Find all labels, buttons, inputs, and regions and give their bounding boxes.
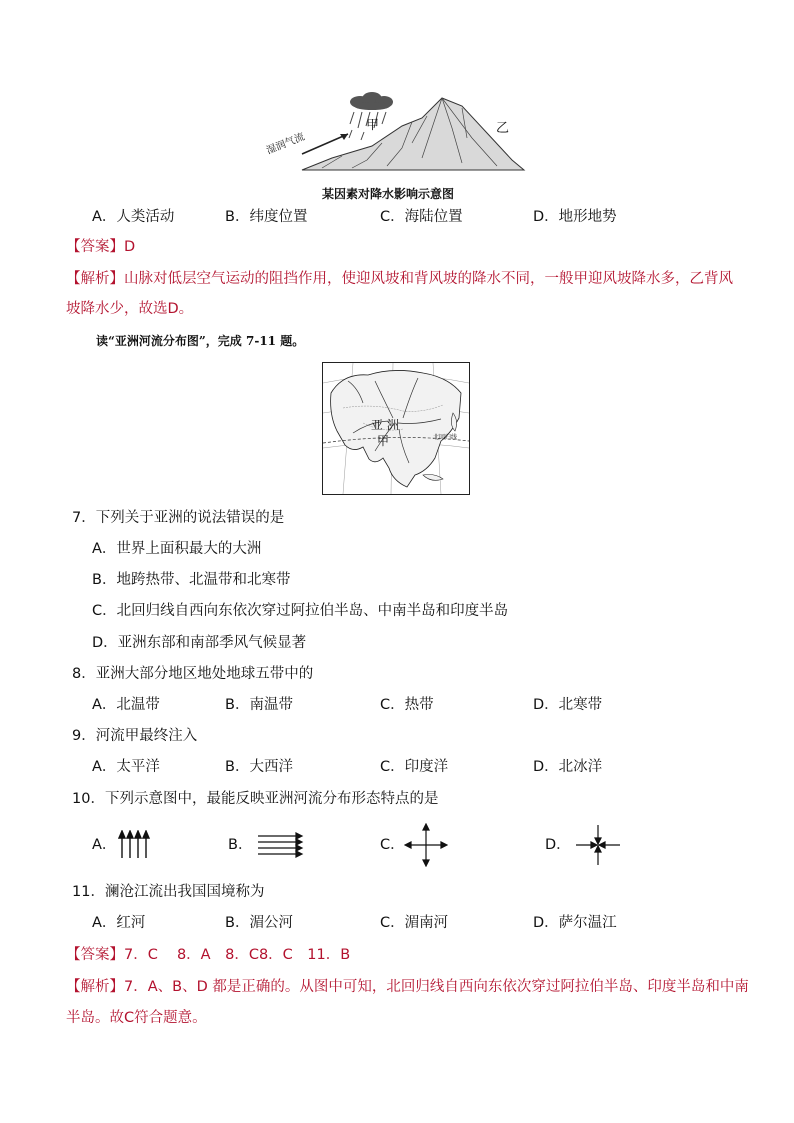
- q9-stem: 9．河流甲最终注入: [72, 728, 198, 744]
- q6-answer: [66, 237, 135, 257]
- q9-option-b: B．大西洋: [225, 759, 293, 775]
- q10-stem: 10．下列示意图中，最能反映亚洲河流分布形态特点的是: [72, 791, 439, 807]
- parallel-right-arrows-icon: [256, 832, 304, 858]
- label-wind: 湿润气流: [265, 131, 307, 157]
- q10-option-c: C．: [380, 837, 405, 853]
- q8-option-b: B．南温带: [225, 697, 293, 713]
- cloud-icon: [350, 92, 393, 110]
- analysis-text: 山脉对低层空气运动的阻挡作用，使迎风坡和背风坡的降水不同，一般甲迎风坡降水多，乙背风: [124, 271, 733, 287]
- radiating-outward-arrows-icon: [404, 823, 448, 867]
- q10-option-d: D．: [545, 837, 571, 853]
- q6-option-a: A．人类活动: [92, 209, 175, 225]
- q7-stem: 7．下列关于亚洲的说法错误的是: [72, 510, 285, 526]
- q9-option-c: C．印度洋: [380, 759, 449, 775]
- mountain-diagram: [262, 88, 532, 178]
- answers-analysis-line1: [66, 977, 749, 997]
- q9-option-a: A．太平洋: [92, 759, 160, 775]
- q11-option-a: A．红河: [92, 915, 146, 931]
- q11-option-b: B．湄公河: [225, 915, 293, 931]
- map-label-tropic: 北回归线: [433, 434, 458, 441]
- mountain-precipitation-figure: [262, 88, 532, 178]
- answers-analysis-label: 【解析】: [66, 979, 124, 995]
- converging-inward-arrows-icon: [574, 823, 622, 867]
- q11-option-d: D．萨尔温江: [533, 915, 617, 931]
- q7-option-b: B．地跨热带、北温带和北寒带: [92, 572, 291, 588]
- q7-option-d: D．亚洲东部和南部季风气候显著: [92, 635, 307, 651]
- q8-stem: 8．亚洲大部分地区地处地球五带中的: [72, 666, 314, 682]
- section-intro: 读“亚洲河流分布图”，完成 7-11 题。: [96, 334, 305, 348]
- q10-option-a: A．: [92, 837, 117, 853]
- answer-value: D: [124, 239, 136, 255]
- figure-caption: 某因素对降水影响示意图: [322, 187, 455, 201]
- map-label-jia: 甲: [377, 434, 390, 448]
- q7-option-c: C．北回归线自西向东依次穿过阿拉伯半岛、中南半岛和印度半岛: [92, 603, 509, 619]
- parallel-up-arrows-icon: [118, 830, 152, 860]
- map-label-asia: 亚 洲: [371, 418, 399, 432]
- q8-option-d: D．北寒带: [533, 697, 603, 713]
- answers-text: 7．C 8．A 8．C8．C 11．B: [124, 947, 351, 963]
- q8-option-c: C．热带: [380, 697, 434, 713]
- q11-stem: 11．澜沧江流出我国国境称为: [72, 884, 265, 900]
- answer-label: 【答案】: [66, 239, 124, 255]
- q8-option-a: A．北温带: [92, 697, 160, 713]
- q9-option-d: D．北冰洋: [533, 759, 603, 775]
- q11-option-c: C．湄南河: [380, 915, 449, 931]
- q6-option-c: C．海陆位置: [380, 209, 463, 225]
- label-yi: 乙: [496, 121, 510, 136]
- answers-analysis-line2: 半岛。故C符合题意。: [66, 1010, 207, 1026]
- answers-label: 【答案】: [66, 947, 124, 963]
- q10-option-b: B．: [228, 837, 253, 853]
- answers-7-11: [66, 945, 350, 965]
- q6-option-d: D．地形地势: [533, 209, 617, 225]
- q6-analysis-line1: [66, 269, 733, 289]
- map-svg: [323, 363, 469, 494]
- asia-river-map: [322, 362, 470, 495]
- q7-option-a: A．世界上面积最大的大洲: [92, 541, 262, 557]
- q6-option-b: B．纬度位置: [225, 209, 308, 225]
- q6-analysis-line2: 坡降水少，故选D。: [66, 301, 194, 317]
- analysis-label: 【解析】: [66, 271, 124, 287]
- answers-analysis-text: 7．A、B、D 都是正确的。从图中可知，北回归线自西向东依次穿过阿拉伯半岛、印度半岛和中南: [124, 979, 749, 995]
- label-jia: 甲: [366, 118, 380, 133]
